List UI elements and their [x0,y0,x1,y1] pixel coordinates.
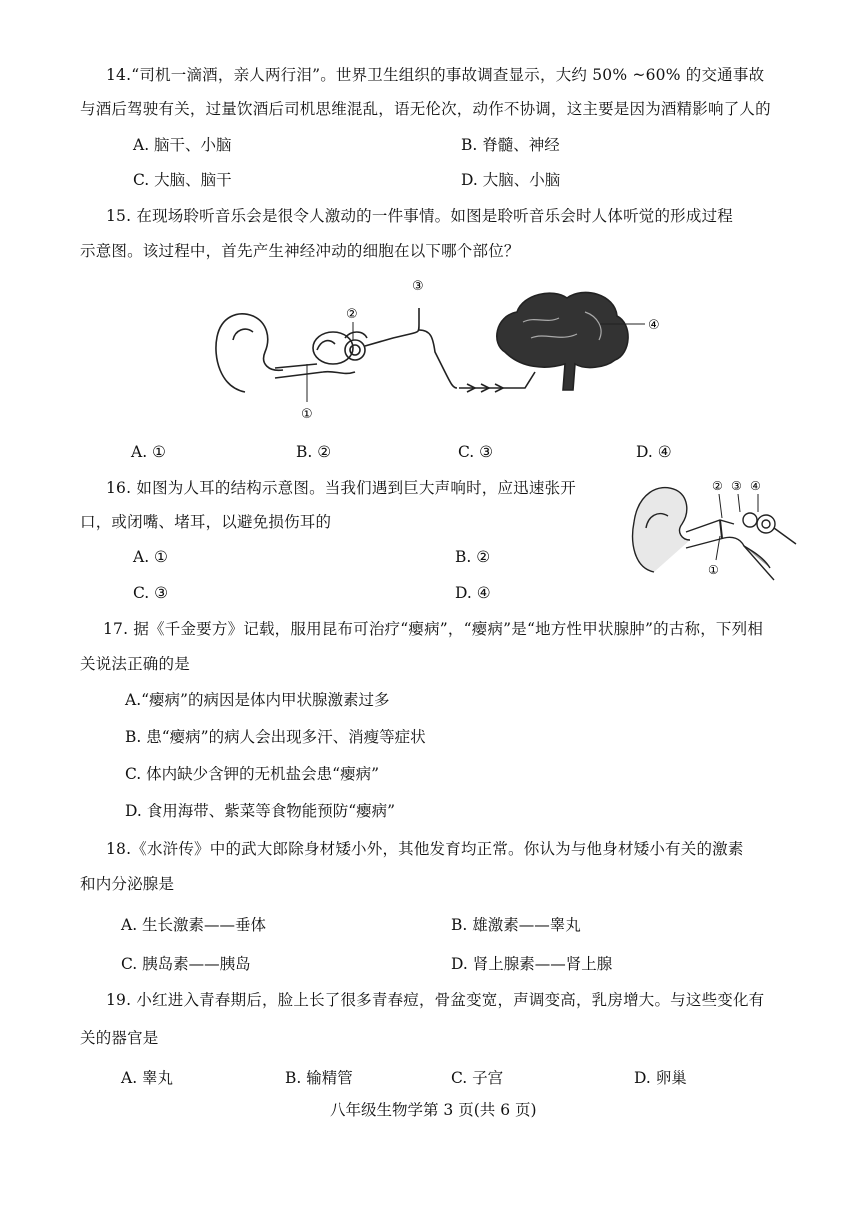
q14-stem-line2: 与酒后驾驶有关，过量饮酒后司机思维混乱，语无伦次，动作不协调，这主要是因为酒精影响了人的 [80,100,771,118]
figure-label-2: ② [346,307,358,322]
q19-option-d: D. 卵巢 [634,1069,687,1087]
figure-label-1: ① [301,407,313,422]
q15-option-b: B. ② [296,443,332,461]
q18-option-d: D. 肾上腺素——肾上腺 [451,955,613,973]
q14-option-b: B. 脊髓、神经 [461,136,560,154]
q17-option-a: A.“瘿病”的病因是体内甲状腺激素过多 [125,691,390,709]
q19-option-a: A. 睾丸 [121,1069,174,1087]
q16-option-b: B. ② [455,548,491,566]
q18-option-c: C. 胰岛素——胰岛 [121,955,251,973]
q15-option-d: D. ④ [636,443,672,461]
q15-option-a: A. ① [131,443,166,461]
q15-stem-line1: 15. 在现场聆听音乐会是很令人激动的一件事情。如图是聆听音乐会时人体听觉的形成过程 [106,207,733,225]
q18-option-b: B. 雄激素——睾丸 [451,916,581,934]
q18-stem-line1: 18.《水浒传》中的武大郎除身材矮小外，其他发育均正常。你认为与他身材矮小有关的激素 [106,840,744,858]
q16-stem-line2: 口，或闭嘴、堵耳，以避免损伤耳的 [80,513,332,531]
ear-label-4: ④ [750,479,761,493]
ear-label-1: ① [708,563,719,577]
hearing-pathway-figure [205,272,675,432]
q16-option-d: D. ④ [455,584,491,602]
q19-stem-line1: 19. 小红进入青春期后，脸上长了很多青春痘，骨盆变宽，声调变高，乳房增大。与这些变化有 [106,991,765,1009]
q19-option-c: C. 子宫 [451,1069,504,1087]
q19-stem-line2: 关的器官是 [80,1029,159,1047]
q14-option-a: A. 脑干、小脑 [133,136,232,154]
figure-label-3: ③ [412,279,424,294]
q17-option-d: D. 食用海带、紫菜等食物能预防“瘿病” [125,802,396,820]
q16-option-a: A. ① [133,548,168,566]
q16-stem-line1: 16. 如图为人耳的结构示意图。当我们遇到巨大声响时，应迅速张开 [106,479,576,497]
q16-option-c: C. ③ [133,584,169,602]
ear-label-3: ③ [731,479,742,493]
q18-stem-line2: 和内分泌腺是 [80,875,175,893]
q18-option-a: A. 生长激素——垂体 [121,916,267,934]
ear-label-2: ② [712,479,723,493]
q17-option-c: C. 体内缺少含钾的无机盐会患“瘿病” [125,765,380,783]
q17-stem-line2: 关说法正确的是 [80,655,190,673]
figure-label-4: ④ [648,318,660,333]
q17-stem-line1: 17. 据《千金要方》记载，服用昆布可治疗“瘿病”，“瘿病”是“地方性甲状腺肿”的古称，下列相 [103,620,764,638]
ear-structure-figure [624,472,799,584]
q15-option-c: C. ③ [458,443,494,461]
q15-stem-line2: 示意图。该过程中，首先产生神经冲动的细胞在以下哪个部位？ [80,242,520,260]
q14-stem-line1: 14.“司机一滴酒，亲人两行泪”。世界卫生组织的事故调查显示，大约 50% ~60% 的交通事故 [106,66,765,84]
page-footer: 八年级生物学第 3 页(共 6 页) [330,1101,537,1119]
q14-option-c: C. 大脑、脑干 [133,171,232,189]
q14-option-d: D. 大脑、小脑 [461,171,561,189]
q19-option-b: B. 输精管 [285,1069,353,1087]
q17-option-b: B. 患“瘿病”的病人会出现多汗、消瘦等症状 [125,728,426,746]
